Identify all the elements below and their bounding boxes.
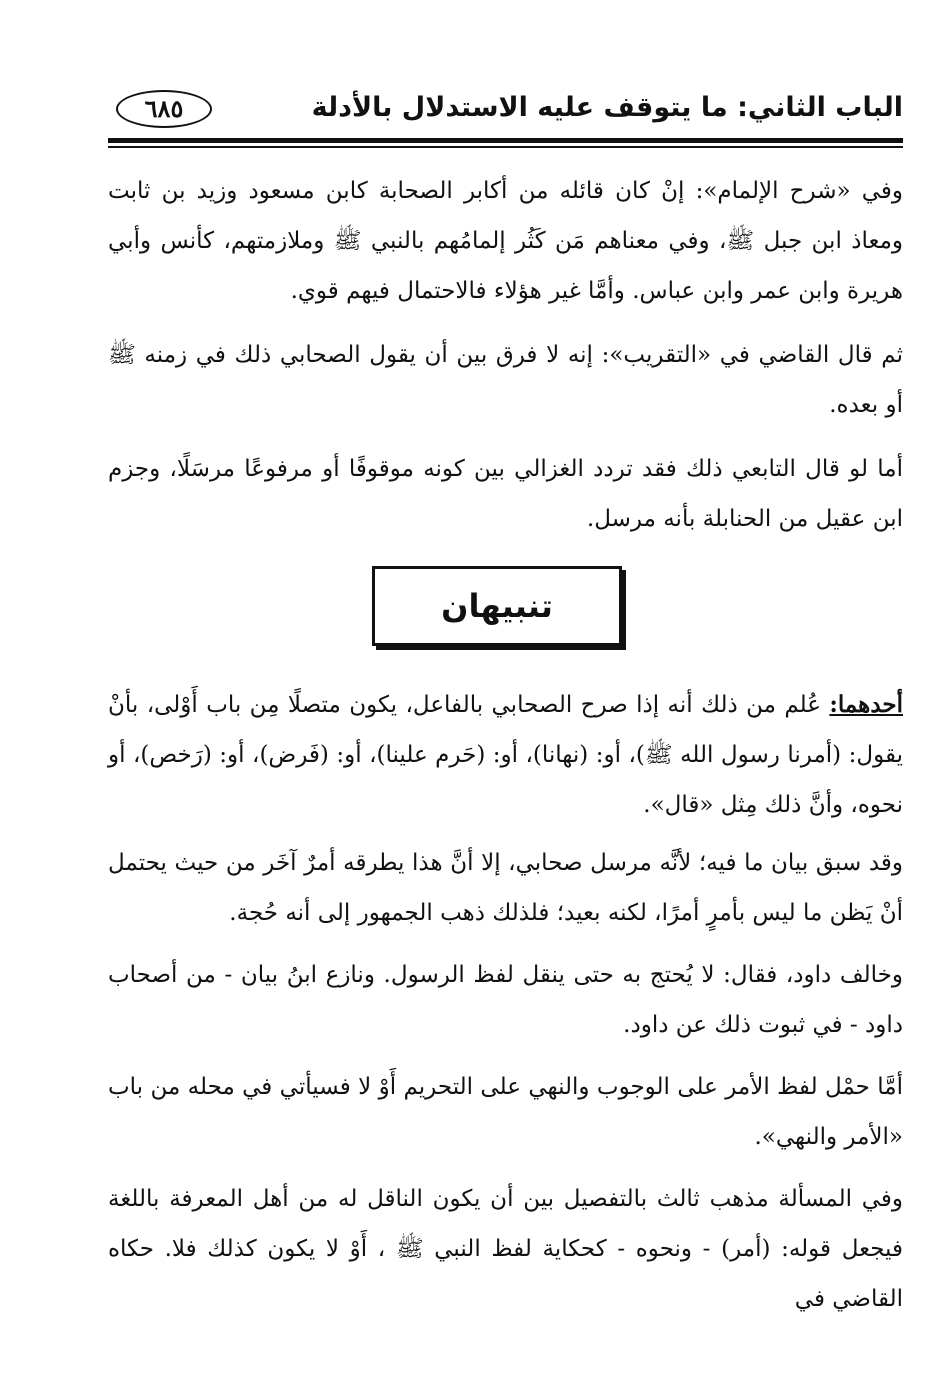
paragraph: ثم قال القاضي في «التقريب»: إنه لا فرق بين أن يقول الصحابي ذلك في زمنه ﷺ أو بعده. (108, 342, 903, 418)
page-number: ٦٨٥ (116, 90, 212, 128)
paragraph: وفي «شرح الإلمام»: إنْ كان قائله من أكابر الصحابة كابن مسعود وزيد بن ثابت ومعاذ ابن جبل ﷺ، وفي معناهم مَن كَثُر إلمامُهم بالنبي ﷺ وملازمتهم، كأنس وأبي هريرة وابن عمر وابن عباس. وأمَّا غير هؤلاء فالاحتمال فيهم قوي. (108, 178, 903, 304)
first-point-label: أحدهما: (829, 691, 903, 718)
header-rule-thin (108, 146, 903, 148)
paragraph: أما لو قال التابعي ذلك فقد تردد الغزالي بين كونه موقوفًا أو مرفوعًا مرسَلًا، وجزم ابن عقيل من الحنابلة بأنه مرسل. (108, 456, 903, 532)
paragraph-first-point (108, 680, 903, 830)
notice-heading: تنبيهان (441, 587, 553, 625)
chapter-title: الباب الثاني: ما يتوقف عليه الاستدلال بالأدلة (311, 92, 903, 123)
notice-heading-box (372, 566, 622, 646)
page-header (108, 84, 903, 134)
paragraph: وفي المسألة مذهب ثالث بالتفصيل بين أن يكون الناقل له من أهل المعرفة باللغة فيجعل قوله: (أمر) - ونحوه - كحكاية لفظ النبي ﷺ ، أَوْ لا يكون كذلك فلا. حكاه القاضي في (108, 1186, 903, 1312)
section-one (108, 166, 903, 544)
first-point-text: عُلم من ذلك أنه إذا صرح الصحابي بالفاعل، يكون متصلًا مِن باب أَوْلى، بأنْ يقول: (أمرنا رسول الله ﷺ)، أو: (نهانا)، أو: (حَرم علينا)، أو: (فَرض)، أو: (رَخص)، أو نحوه، وأنَّ ذلك مِثل «قال». (108, 692, 903, 818)
paragraph: أمَّا حمْل لفظ الأمر على الوجوب والنهي على التحريم أَوْ لا فسيأتي في محله من باب «الأمر والنهي». (108, 1074, 903, 1150)
paragraph: وخالف داود، فقال: لا يُحتج به حتى ينقل لفظ الرسول. ونازع ابنُ بيان - من أصحاب داود - في ثبوت ذلك عن داود. (108, 962, 903, 1038)
section-two (108, 680, 903, 1324)
paragraph: وقد سبق بيان ما فيه؛ لأنَّه مرسل صحابي، إلا أنَّ هذا يطرقه أمرٌ آخَر من حيث يحتمل أنْ يَظن ما ليس بأمرٍ أمرًا، لكنه بعيد؛ فلذلك ذهب الجمهور إلى أنه حُجة. (108, 850, 903, 926)
header-rule-thick (108, 138, 903, 143)
